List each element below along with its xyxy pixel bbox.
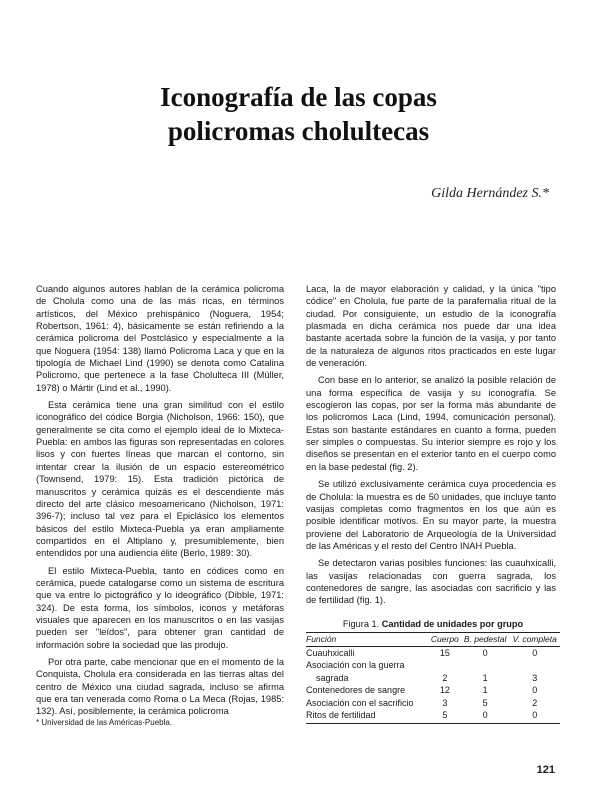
author-name: Gilda Hernández S.* [431, 186, 549, 201]
cell-pedestal: 0 [482, 647, 488, 658]
title-line-1: Iconografía de las copas [160, 82, 437, 112]
col-header-pedestal: B. pedestal [461, 633, 510, 647]
cell-complete [509, 660, 560, 673]
table-caption [306, 619, 560, 629]
table-header-row [306, 633, 560, 647]
footnote: * Universidad de las Américas-Puebla. [36, 718, 173, 727]
cell-body: 3 [442, 697, 448, 708]
cell-pedestal: 5 [482, 697, 488, 708]
cell-complete: 0 [532, 647, 538, 658]
paragraph: Esta cerámica tiene una gran similitud con el estilo iconográfico del códice Borgia (Nicholson, 1966: 150), que generalmente se cita como el ejemplo ideal de lo Mixteca-Puebla: en ambos las figuras son representadas en colores lisos y con fuertes líneas que marcan el contorno, sin intentar crear la ilusión de un espacio estereométrico (Townsend, 1979: 15). Esta tradición pictórica de manuscritos y cerámica quizás es el descendiente más directo del arte clásico mesoamericano (Nicholson, 1971: 396-7); incluso tal vez para el Epiclásico los elementos básicos del estilo Mixteca-Puebla ya eran ampliamente compartidos en el Altiplano y, presumiblemente, bien entendidos por una audiencia élite (Berlo, 1989: 30). [36, 400, 284, 559]
cell-complete: 2 [532, 697, 538, 708]
caption-label: Figura 1. [342, 619, 380, 629]
page-number: 121 [536, 764, 555, 776]
col-header-complete: V. completa [509, 633, 560, 647]
cell-body: 12 [439, 685, 450, 696]
paragraph: El estilo Mixteca-Puebla, tanto en códices como en cerámica, puede catalogarse como un sistema de escritura que va entre lo pictográfico y lo ideográfico (Dibble, 1971: 324). De esta forma, los símbolos, iconos y metáforas visuales que aparecen en los manuscritos o en las vasijas pueden ser "leídos", para obtener gran cantidad de información sobre la sociedad que las produjo. [36, 565, 284, 650]
caption-text: Cantidad de unidades por grupo [381, 619, 524, 629]
left-column [36, 283, 284, 723]
table-row [306, 647, 560, 660]
cell-function: sagrada [316, 672, 349, 683]
col-header-function: Función [306, 633, 429, 647]
cell-body: 15 [439, 647, 450, 658]
paragraph: Laca, la de mayor elaboración y calidad, y la única "tipo códice" en Cholula, fue parte de la parafernalia ritual de la ciudad. Por consiguiente, un estudio de la iconografía plasmada en dicha cerámica nos puede dar una idea bastante acertada sobre la función de la vasija, y por tanto de la naturaleza de algunos ritos practicados en este lugar de veneración. [306, 284, 556, 369]
cell-body [429, 660, 461, 673]
cell-body: 2 [442, 672, 448, 683]
cell-pedestal: 1 [482, 672, 488, 683]
cell-pedestal: 1 [482, 685, 488, 696]
cell-complete: 0 [532, 685, 538, 696]
paragraph: Se utilizó exclusivamente cerámica cuya procedencia es de Cholula: la muestra es de 50 unidades, que incluye tanto vasijas completas como fragmentos en los que aún es posible identificar motivos. En su mayor parte, la muestra proviene del Laboratorio de Arqueología de la Universidad de las Américas y el resto del Centro INAH Puebla. [306, 479, 556, 551]
table-row [306, 697, 560, 710]
paragraph: Se detectaron varias posibles funciones: las cuauhxicalli, las vasijas relacionadas con guerra sagrada, los contenedores de sangre, las asociadas con sacrificio y las de fertilidad (fig. 1). [306, 558, 556, 606]
figure-1-table [306, 619, 560, 724]
table-row [306, 672, 560, 685]
cell-function: Ritos de fertilidad [306, 710, 429, 723]
article-title [0, 80, 597, 148]
cell-complete: 3 [532, 672, 538, 683]
cell-pedestal: 0 [461, 710, 510, 723]
units-table [306, 632, 560, 724]
cell-body: 5 [429, 710, 461, 723]
table-row [306, 660, 560, 673]
paragraph: Cuando algunos autores hablan de la cerámica policroma de Cholula como una de las más ricas, en términos artísticos, del México prehispánico (Noguera, 1954; Robertson, 1961: 4), básicamente se están refiriendo a la cerámica policroma del Postclásico y especialmente a la que Noguera (1954: 138) llamó Policroma Laca y que en la tipología de Michael Lind (1990) se denota como Catalina Policromo, que pertenece a la fase Cholulteca III (Müller, 1978) o Mártir (Lind et al., 1990). [36, 284, 284, 393]
table-row [306, 685, 560, 698]
title-line-2: policromas cholultecas [167, 116, 430, 146]
cell-complete: 0 [509, 710, 560, 723]
cell-function: Cuauhxicalli [306, 647, 355, 658]
cell-function: Asociación con la guerra [306, 660, 405, 671]
cell-function: Contenedores de sangre [306, 685, 406, 696]
col-header-body: Cuerpo [429, 633, 461, 647]
paragraph: Con base en lo anterior, se analizó la posible relación de una forma específica de vasija y su iconografía. Se escogieron las copas, por ser la forma más abundante de los policromos Laca (Lind, 1994, comunicación personal). Estas son bastante estándares en cuanto a forma, pueden ser simples o compuestas. Su interior siempre es rojo y los diseños se presentan en el exterior tanto en el cuerpo como en la base pedestal (fig. 2). [306, 375, 556, 472]
cell-pedestal [461, 660, 510, 673]
cell-function: Asociación con el sacrificio [306, 697, 414, 708]
table-row [306, 710, 560, 723]
right-column [306, 283, 556, 612]
paragraph: Por otra parte, cabe mencionar que en el momento de la Conquista, Cholula era considerada en las tierras altas del centro de México una ciudad sagrada, incluso se afirma que era tan venerada como Roma o La Meca (Rojas, 1985: 132). Así, posiblemente, la cerámica policroma [36, 656, 284, 717]
